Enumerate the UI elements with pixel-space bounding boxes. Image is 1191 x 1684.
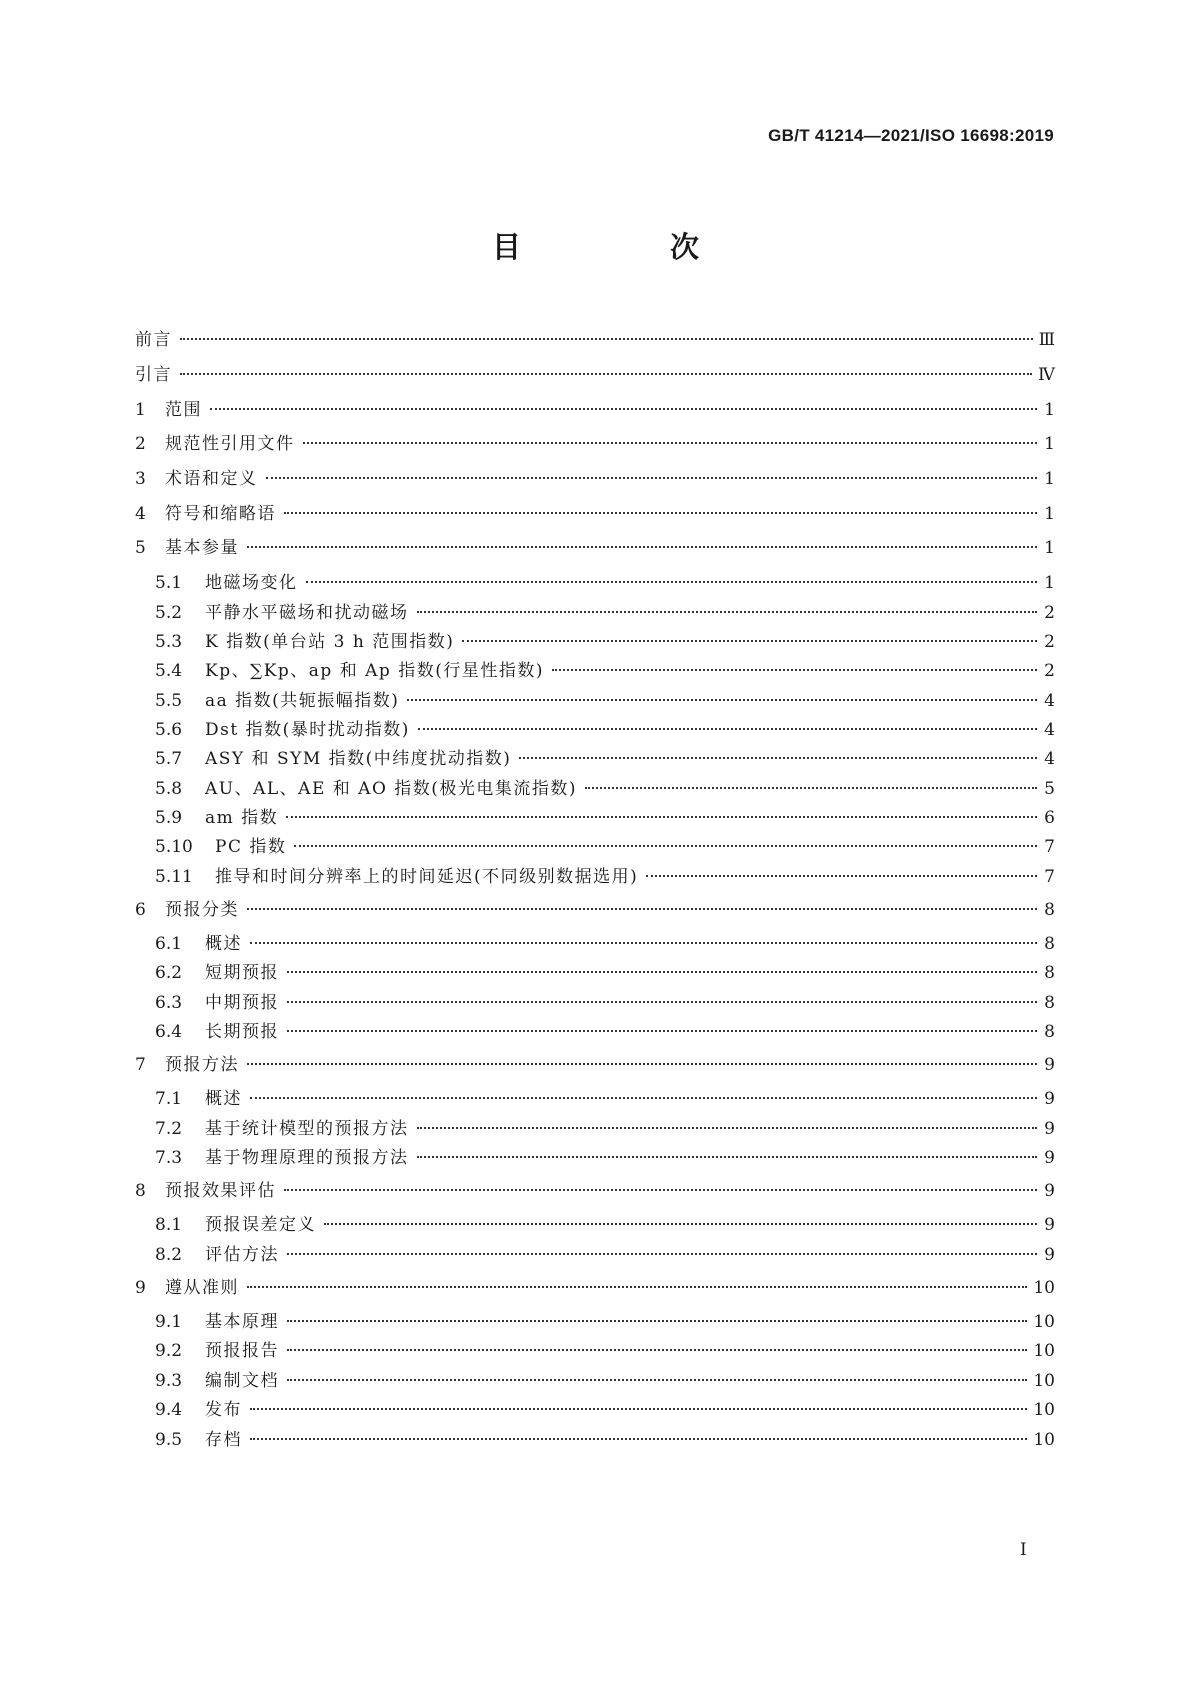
toc-entry-label: 基本参量 [165,538,239,558]
dot-leader [266,477,1038,479]
toc-entry-number: 9.2 [155,1341,183,1361]
dot-leader [287,1001,1037,1003]
toc-entry-label: K 指数(单台站 3 h 范围指数) [205,632,455,652]
dot-leader [287,1349,1027,1351]
toc-entry[interactable] [135,895,1055,920]
toc-entry-number: 8.2 [155,1245,183,1265]
toc-entry[interactable] [155,774,1055,799]
toc-entry-label: 引言 [135,365,172,385]
dot-leader [250,1408,1027,1410]
dot-leader [646,875,1037,877]
toc-entry[interactable] [155,803,1055,828]
toc-entry-page: 5 [1044,779,1055,799]
dot-leader [303,442,1038,444]
toc-entry-label: 预报误差定义 [205,1215,316,1235]
toc-entry-page: 6 [1044,808,1055,828]
toc-entry-number: 5.3 [155,632,183,652]
dot-leader [247,1063,1037,1065]
toc-entry-page: 8 [1044,900,1055,920]
toc-entry[interactable] [155,1336,1055,1361]
dot-leader [324,1223,1037,1225]
toc-entry[interactable] [135,1176,1055,1201]
toc-entry-number: 7 [135,1055,146,1075]
dot-leader [287,1030,1037,1032]
dot-leader [417,611,1038,613]
toc-entry[interactable] [155,1017,1055,1042]
dot-leader [284,1189,1037,1191]
toc-entry-page: 8 [1044,934,1055,954]
toc-entry[interactable] [135,464,1055,489]
toc-entry-label: 地磁场变化 [205,573,298,593]
dot-leader [247,546,1037,548]
toc-entry-page: 10 [1033,1400,1055,1420]
toc-entry-number: 8.1 [155,1215,183,1235]
dot-leader [418,728,1037,730]
dot-leader [287,1320,1027,1322]
toc-entry-page: 4 [1044,720,1055,740]
toc-entry-page: 10 [1033,1371,1055,1391]
toc-entry[interactable] [155,598,1055,623]
toc-entry-number: 5.2 [155,603,183,623]
toc-entry-number: 7.1 [155,1089,183,1109]
toc-entry-number: 6.3 [155,993,183,1013]
toc-entry[interactable] [135,499,1055,524]
toc-entry-number: 6.2 [155,963,183,983]
toc-entry[interactable] [155,1366,1055,1391]
dot-leader [417,1156,1038,1158]
toc-entry-page: 9 [1044,1215,1055,1235]
toc-entry[interactable] [155,1084,1055,1109]
dot-leader [407,699,1037,701]
toc-entry[interactable] [155,686,1055,711]
toc-entry-page: 10 [1033,1341,1055,1361]
toc-entry-page: 1 [1044,469,1055,489]
toc-entry-page: 7 [1044,837,1055,857]
toc-entry-label: 符号和缩略语 [165,504,276,524]
toc-entry-label: 长期预报 [205,1022,279,1042]
toc-entry-number: 9 [135,1278,146,1298]
toc-entry-label: 概述 [205,934,242,954]
toc-entry-page: 2 [1044,661,1055,681]
toc-entry[interactable] [155,568,1055,593]
toc-entry[interactable] [155,715,1055,740]
toc-entry-label: am 指数 [205,808,279,828]
toc-entry-label: 预报方法 [165,1055,239,1075]
dot-leader [294,845,1037,847]
toc-entry-number: 5.11 [155,867,193,887]
toc-entry-number: 5.6 [155,720,183,740]
dot-leader [462,640,1037,642]
toc-entry-label: 预报报告 [205,1341,279,1361]
toc-entry-number: 6 [135,900,146,920]
toc-entry-page: 9 [1044,1181,1055,1201]
toc-entry[interactable] [135,325,1055,350]
dot-leader [247,1286,1027,1288]
toc-entry-label: PC 指数 [215,837,287,857]
toc-entry-number: 7.3 [155,1148,183,1168]
toc-entry-page: 9 [1044,1089,1055,1109]
toc-entry[interactable] [155,862,1055,887]
toc-entry-number: 5.7 [155,749,183,769]
page-number: Ⅰ [1020,1540,1027,1560]
toc-entry-page: 1 [1044,573,1055,593]
toc-entry-page: 2 [1044,603,1055,623]
toc-entry-label: 规范性引用文件 [165,434,295,454]
toc-entry-page: 9 [1044,1148,1055,1168]
toc-entry-label: 推导和时间分辨率上的时间延迟(不同级别数据选用) [215,867,639,887]
toc-entry-number: 5 [135,538,146,558]
toc-entry-number: 2 [135,434,146,454]
toc-entry-page: 10 [1033,1312,1055,1332]
toc-entry[interactable] [135,395,1055,420]
toc-entry-number: 9.4 [155,1400,183,1420]
toc-entry-label: 遵从准则 [165,1278,239,1298]
toc-entry-page: 9 [1044,1119,1055,1139]
toc-entry-page: 9 [1044,1055,1055,1075]
dot-leader [250,942,1037,944]
toc-entry-label: aa 指数(共轭振幅指数) [205,691,400,711]
toc-entry-page: 4 [1044,691,1055,711]
toc-entry-label: AU、AL、AE 和 AO 指数(极光电集流指数) [205,779,578,799]
toc-entry[interactable] [155,656,1055,681]
toc-entry[interactable] [135,1050,1055,1075]
dot-leader [287,971,1037,973]
toc-entry[interactable] [155,1307,1055,1332]
toc-entry-label: Kp、∑Kp、ap 和 Ap 指数(行星性指数) [205,661,544,681]
toc-entry[interactable] [155,1240,1055,1265]
toc-entry[interactable] [135,429,1055,454]
toc-entry-number: 9.3 [155,1371,183,1391]
toc-entry-page: 7 [1044,867,1055,887]
dot-leader [585,787,1037,789]
toc-entry-label: 前言 [135,330,172,350]
page-title: 目 次 [491,230,759,264]
toc-entry-number: 9.1 [155,1312,183,1332]
toc-entry-label: ASY 和 SYM 指数(中纬度扰动指数) [205,749,512,769]
toc-entry-number: 5.4 [155,661,183,681]
dot-leader [552,669,1037,671]
toc-entry-label: 预报分类 [165,900,239,920]
toc-entry-page: 8 [1044,963,1055,983]
toc-entry-number: 7.2 [155,1119,183,1139]
toc-entry-number: 5.9 [155,808,183,828]
toc-entry[interactable] [155,832,1055,857]
toc-entry[interactable] [155,627,1055,652]
dot-leader [287,1379,1027,1381]
toc-entry-label: 中期预报 [205,993,279,1013]
toc-entry-number: 6.1 [155,934,183,954]
toc-entry-label: 存档 [205,1430,242,1450]
toc-entry-number: 9.5 [155,1430,183,1450]
toc-entry-page: 1 [1044,504,1055,524]
toc-entry-number: 1 [135,400,146,420]
toc-entry[interactable] [155,1210,1055,1235]
dot-leader [519,757,1037,759]
toc-entry-label: 短期预报 [205,963,279,983]
toc-entry-page: 8 [1044,1022,1055,1042]
toc-entry[interactable] [135,1273,1055,1298]
toc-entry-number: 8 [135,1181,146,1201]
toc-entry-label: 基于统计模型的预报方法 [205,1119,409,1139]
toc-entry[interactable] [155,744,1055,769]
toc-entry-label: 概述 [205,1089,242,1109]
dot-leader [247,908,1037,910]
toc-entry[interactable] [155,1143,1055,1168]
toc-entry-number: 6.4 [155,1022,183,1042]
dot-leader [306,581,1038,583]
toc-entry-page: 1 [1044,400,1055,420]
toc-entry-number: 5.1 [155,573,183,593]
toc-entry-label: 基于物理原理的预报方法 [205,1148,409,1168]
toc-entry[interactable] [155,958,1055,983]
toc-entry-page: 1 [1044,434,1055,454]
toc-entry-page: 8 [1044,993,1055,1013]
toc-entry-number: 5.8 [155,779,183,799]
toc-entry-page: Ⅲ [1038,330,1055,350]
dot-leader [284,512,1037,514]
toc-entry[interactable] [155,1395,1055,1420]
toc-entry-page: 9 [1044,1245,1055,1265]
toc-entry[interactable] [155,1425,1055,1450]
toc-entry-page: 1 [1044,538,1055,558]
dot-leader [250,1097,1037,1099]
standard-number: GB/T 41214—2021/ISO 16698:2019 [768,126,1054,145]
toc-entry-label: 平静水平磁场和扰动磁场 [205,603,409,623]
toc-entry-label: 术语和定义 [165,469,258,489]
toc-entry-label: Dst 指数(暴时扰动指数) [205,720,410,740]
toc-entry-number: 3 [135,469,146,489]
toc-entry-label: 预报效果评估 [165,1181,276,1201]
toc-entry-page: 4 [1044,749,1055,769]
toc-entry-label: 编制文档 [205,1371,279,1391]
dot-leader [180,338,1033,340]
toc-entry-page: Ⅳ [1038,365,1055,385]
dot-leader [287,1253,1037,1255]
toc-entry-label: 发布 [205,1400,242,1420]
toc-entry-number: 5.5 [155,691,183,711]
toc-entry-label: 评估方法 [205,1245,279,1265]
dot-leader [417,1127,1038,1129]
dot-leader [250,1438,1027,1440]
toc-entry-page: 10 [1033,1430,1055,1450]
toc-entry[interactable] [155,1114,1055,1139]
toc-entry-page: 10 [1033,1278,1055,1298]
toc-entry-label: 范围 [165,400,202,420]
dot-leader [180,373,1032,375]
toc-entry[interactable] [155,988,1055,1013]
toc-entry-number: 4 [135,504,146,524]
dot-leader [210,408,1037,410]
toc-entry[interactable] [155,929,1055,954]
toc-entry-page: 2 [1044,632,1055,652]
toc-entry[interactable] [135,360,1055,385]
toc-entry-label: 基本原理 [205,1312,279,1332]
toc-entry[interactable] [135,533,1055,558]
dot-leader [286,816,1037,818]
toc-entry-number: 5.10 [155,837,193,857]
